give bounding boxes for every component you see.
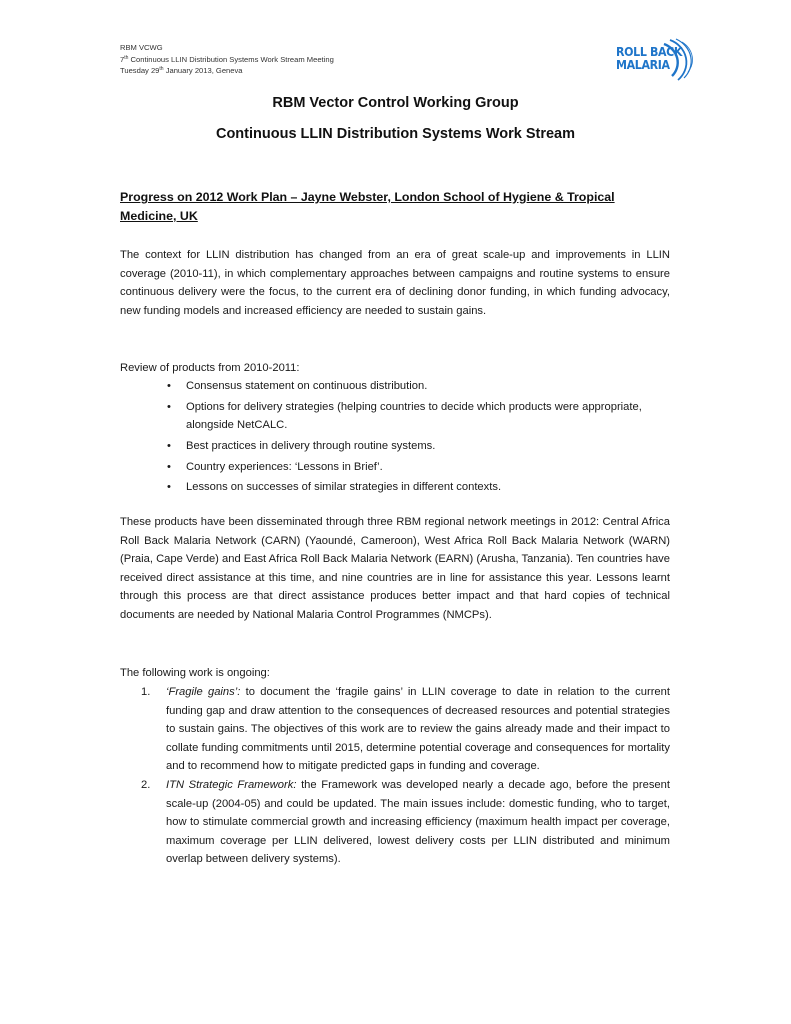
document-title: RBM Vector Control Working Group	[272, 95, 519, 111]
bullet-icon: •	[167, 439, 171, 452]
header-line-2-ordinal: th	[124, 54, 129, 61]
context-paragraph: The context for LLIN distribution has changed from an era of great scale-up and improvements in LLIN coverage (2010-11), in which complementary approaches between campaigns and routine systems to ensure continuous delivery were the focus, to the current era of declining donor funding, in which funding advocacy, new funding models and increased efficiency are needed to sustain gains.	[120, 249, 670, 317]
header-line-2-number: 7	[120, 54, 125, 64]
logo-wordmark	[616, 46, 682, 71]
bullet-icon: •	[167, 481, 171, 494]
list-item	[168, 377, 648, 396]
products-list	[168, 377, 648, 499]
roll-back-malaria-logo	[612, 38, 694, 82]
list-item-number: 1.	[141, 686, 151, 698]
header-line-3-text: January 2013, Geneva	[163, 66, 243, 75]
list-item-text: Best practices in delivery through routine systems.	[186, 439, 436, 452]
header-line-3-ordinal: th	[159, 66, 164, 72]
header-line-1: RBM VCWG	[120, 43, 163, 52]
document-subtitle: Continuous LLIN Distribution Systems Work Stream	[215, 126, 576, 142]
list-item	[141, 776, 670, 869]
list-item-label: ITN Strategic Framework:	[166, 778, 297, 791]
list-item-number: 2.	[141, 778, 151, 791]
ongoing-intro: The following work is ongoing:	[120, 667, 270, 679]
running-header	[120, 42, 334, 77]
list-item-text: Country experiences: ‘Lessons in Brief’.	[186, 460, 383, 473]
list-item	[168, 398, 648, 435]
list-item-text: Consensus statement on continuous distribution.	[186, 380, 428, 392]
list-item	[168, 437, 648, 456]
list-item-label: ‘Fragile gains’:	[166, 686, 241, 698]
header-line-3-day: Tuesday 29	[120, 66, 160, 75]
list-item-text: Lessons on successes of similar strategies in different contexts.	[186, 481, 502, 494]
list-item-text: the Framework was developed nearly a decade ago, before the present scale-up (2004-05) and could be updated. The main issues include: domestic funding, who to target, how to stimulate commercial growth and increasing efficiency (maximum health impact per coverage, maximum coverage per LLIN delivered, lowest delivery costs per LLIN distributed and minimum overlap between delivery systems).	[166, 778, 670, 866]
ongoing-work-list	[141, 683, 670, 869]
logo-line-2: MALARIA	[616, 57, 670, 72]
bullet-icon: •	[167, 380, 171, 392]
list-item	[141, 683, 670, 776]
list-item	[168, 458, 648, 477]
list-item-text: Options for delivery strategies (helping countries to decide which products were appropriate, alongside NetCALC.	[186, 400, 642, 432]
header-line-3	[120, 65, 334, 77]
header-line-2	[120, 54, 334, 66]
bullet-icon: •	[167, 460, 171, 473]
dissemination-paragraph: These products have been disseminated through three RBM regional network meetings in 2012: Central Africa Roll Back Malaria Network (CARN) (Yaoundé, Cameroon), West Africa Roll Back Malaria Network (WARN) (Praia, Cape Verde) and East Africa Roll Back Malaria Network (EARN) (Arusha, Tanzania). Ten countries have received direct assistance at this time, and nine countries are in line for assistance this year. Lessons learnt through this process are that direct assistance produces better impact and that hard copies of technical documents are needed by National Malaria Control Programmes (NMCPs).	[120, 516, 670, 621]
logo-line-1: ROLL BACK	[616, 45, 683, 59]
section-heading: Progress on 2012 Work Plan – Jayne Webster, London School of Hygiene & Tropical Medicine, UK	[120, 190, 615, 223]
list-item-text: to document the ‘fragile gains’ in LLIN coverage to date in relation to the current funding gap and draw attention to the consequences of decreased resources and potential strategies to sustain gains. The objectives of this work are to review the gains already made and their impact to collate funding commitments until 2015, determine potential coverage and consequences for mortality and to recommend how to mitigate predicted gaps in funding and coverage.	[166, 686, 670, 773]
bullet-icon: •	[167, 400, 171, 413]
list-item	[168, 478, 648, 497]
review-intro: Review of products from 2010-2011:	[120, 362, 300, 374]
header-line-2-text: Continuous LLIN Distribution Systems Work Stream Meeting	[128, 54, 334, 64]
